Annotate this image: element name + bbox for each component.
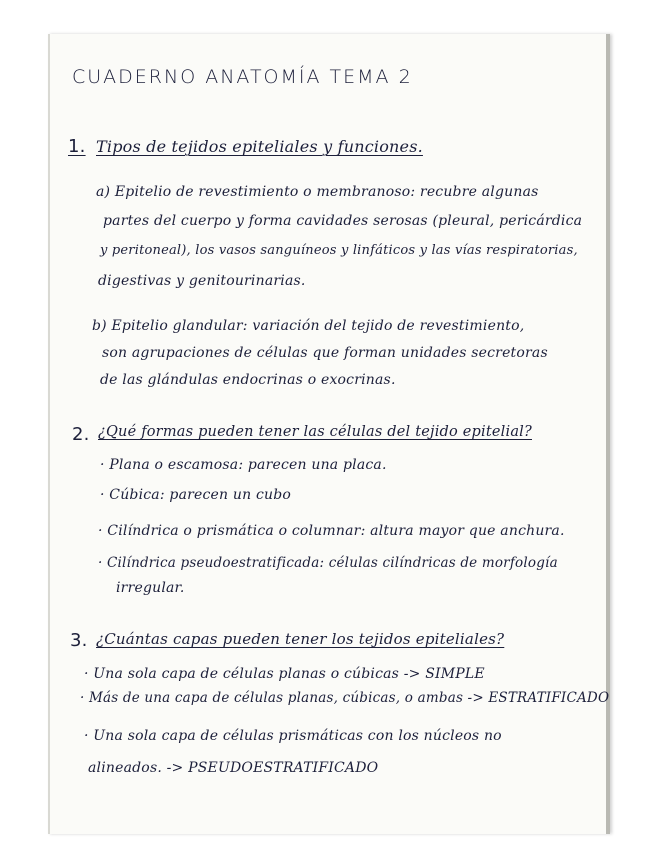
section-3-number: 3.	[70, 630, 88, 651]
section-1-b-line-2: son agrupaciones de células que forman unidades secretoras	[102, 345, 548, 361]
section-2-item-2: · Cúbica: parecen un cubo	[100, 487, 292, 503]
section-1-b-line-3: de las glándulas endocrinas o exocrinas.	[100, 372, 396, 388]
section-1-a-line-4: digestivas y genitourinarias.	[98, 273, 306, 289]
section-2-item-4-continued: irregular.	[116, 580, 185, 596]
page-title: CUADERNO ANATOMÍA TEMA 2	[72, 66, 413, 88]
section-1-a-line-3: y peritoneal), los vasos sanguíneos y linfáticos y las vías respiratorias,	[100, 243, 578, 258]
section-2-item-3: · Cilíndrica o prismática o columnar: altura mayor que anchura.	[98, 523, 565, 539]
section-1-heading: Tipos de tejidos epiteliales y funciones.	[96, 137, 423, 156]
section-3-heading: ¿Cuántas capas pueden tener los tejidos epiteliales?	[96, 630, 505, 648]
section-1-a-line-2: partes del cuerpo y forma cavidades serosas (pleural, pericárdica	[103, 213, 583, 229]
section-1-a-line-1: a) Epitelio de revestimiento o membranoso: recubre algunas	[96, 184, 539, 200]
section-3-item-1: · Una sola capa de células planas o cúbicas -> SIMPLE	[84, 666, 485, 682]
section-2-number: 2.	[72, 424, 90, 445]
section-3-item-3-continued: alineados. -> PSEUDOESTRATIFICADO	[88, 760, 379, 776]
section-2-heading: ¿Qué formas pueden tener las células del tejido epitelial?	[98, 424, 532, 440]
section-3-item-3: · Una sola capa de células prismáticas con los núcleos no	[84, 728, 502, 744]
section-2-item-1: · Plana o escamosa: parecen una placa.	[100, 457, 387, 473]
section-1-number: 1.	[68, 136, 86, 157]
section-2-item-4: · Cilíndrica pseudoestratificada: células cilíndricas de morfología	[98, 555, 558, 571]
section-1-b-line-1: b) Epitelio glandular: variación del tejido de revestimiento,	[92, 318, 525, 334]
section-3-item-2: · Más de una capa de células planas, cúbicas, o ambas -> ESTRATIFICADO	[80, 690, 610, 706]
